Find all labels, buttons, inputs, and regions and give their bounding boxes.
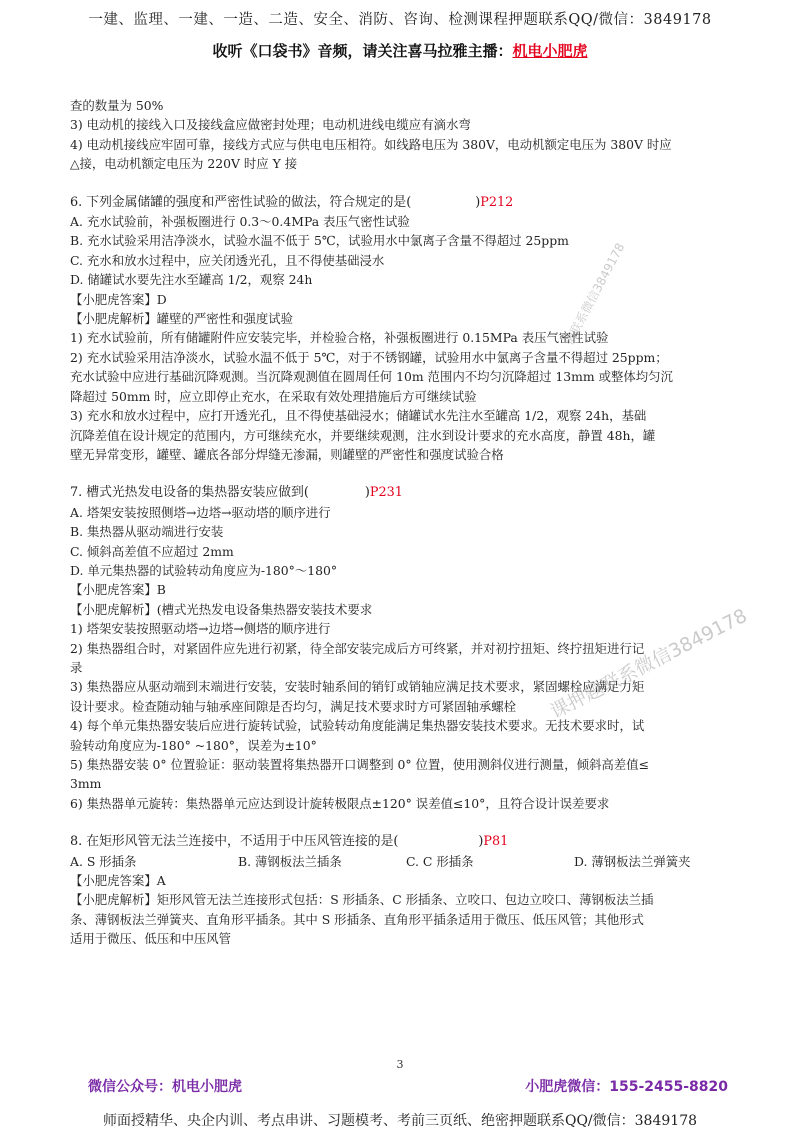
option-a: A. 塔架安装按照侧塔→边塔→驱动塔的顺序进行 — [70, 504, 331, 520]
text-line: △接，电动机额定电压为 220V 时应 Y 接 — [70, 156, 298, 172]
text-line: 查的数量为 50% — [70, 98, 164, 113]
analysis-line: 4) 每个单元集热器安装后应进行旋转试验，试验转动角度能满足集热器安装技术要求。无技术要求时，试 — [70, 718, 645, 734]
option-c: C. C 形插条 — [406, 853, 474, 869]
analysis-line: 3) 集热器应从驱动端到末端进行安装，安装时轴系间的销钉或销轴应满足技术要求，紧固螺栓应满足力矩 — [70, 679, 645, 695]
analysis-line: 5) 集热器安装 0° 位置验证：驱动装置将集热器开口调整到 0° 位置，使用测斜仪进行测量，倾斜高差值≤ — [70, 757, 649, 772]
option-b: B. 集热器从驱动端进行安装 — [70, 524, 224, 540]
analysis-line: 【小肥虎解析】(槽式光热发电设备集热器安装技术要求 — [70, 601, 373, 617]
answer-line: 【小肥虎答案】A — [70, 873, 166, 889]
header-audio-line — [0, 40, 800, 61]
question-stem-text: 7. 槽式光热发电设备的集热器安装应做到( — [70, 485, 309, 501]
analysis-line: 充水试验中应进行基础沉降观测。当沉降观测值在圆周任何 10m 范围内不均匀沉降超过 13mm 或整体均匀沉 — [70, 369, 673, 385]
analysis-line: 3mm — [70, 776, 102, 792]
text-line: 3) 电动机的接线入口及接线盒应做密封处理；电动机进线电缆应有滴水弯 — [70, 117, 471, 133]
page-number: 3 — [396, 1058, 404, 1071]
question-stem-text: 6. 下列金属储罐的强度和严密性试验的做法，符合规定的是( — [70, 194, 412, 210]
option-b: B. 薄钢板法兰插条 — [238, 853, 342, 869]
option-c: C. 充水和放水过程中，应关闭透光孔，且不得使基础浸水 — [70, 252, 385, 268]
question-stem: 8. 在矩形风管无法兰连接中，不适用于中压风管连接的是( )P81 — [70, 834, 509, 850]
analysis-line: 1) 塔架安装按照驱动塔→边塔→侧塔的顺序进行 — [70, 621, 331, 637]
analysis-line: 1) 充水试验前，所有储罐附件应安装完毕，并检验合格，补强板圈进行 0.15MPa 表压气密性试验 — [70, 330, 609, 346]
analysis-line: 2) 充水试验采用洁净淡水，试验水温不低于 5℃，对于不锈钢罐，试验用水中氯离子含量不得超过 25ppm； — [70, 349, 668, 365]
question-stem: 6. 下列金属储罐的强度和严密性试验的做法，符合规定的是( )P212 — [70, 194, 514, 210]
analysis-line: 验转动角度应为-180° ~180°，误差为±10° — [70, 737, 317, 753]
footer-contact-row — [88, 1076, 728, 1096]
analysis-line: 适用于微压、低压和中压风管 — [70, 931, 232, 947]
analysis-line: 录 — [70, 659, 83, 675]
analysis-line: 设计要求。检查随动轴与轴承座间隙是否均匀，满足技术要求时方可紧固轴承螺栓 — [70, 698, 517, 714]
text-line: 4) 电动机接线应牢固可靠，接线方式应与供电电压相符。如线路电压为 380V，电动机额定电压为 380V 时应 — [70, 136, 672, 152]
option-a: A. S 形插条 — [70, 853, 137, 869]
analysis-line: 6) 集热器单元旋转：集热器单元应达到设计旋转极限点±120° 误差值≤10°，且符合设计误差要求 — [70, 795, 610, 811]
footer-course-line: 师面授精华、央企内训、考点串讲、习题模考、考前三页纸、绝密押题联系QQ/微信：3849178 — [102, 1113, 698, 1129]
page-reference: P231 — [369, 485, 403, 501]
option-a: A. 充水试验前，补强板圈进行 0.3～0.4MPa 表压气密性试验 — [70, 214, 410, 230]
option-c: C. 倾斜高差值不应超过 2mm — [70, 543, 234, 559]
header-audio-prefix: 收听《口袋书》音频，请关注喜马拉雅主播： — [212, 42, 513, 60]
header-host-link[interactable]: 机电小肥虎 — [512, 42, 588, 60]
analysis-line: 3) 充水和放水过程中，应打开透光孔，且不得使基础浸水；储罐试水先注水至罐高 1/2，观察 24h，基础 — [70, 408, 647, 424]
analysis-line: 【小肥虎解析】罐壁的严密性和强度试验 — [70, 311, 294, 327]
answer-line: 【小肥虎答案】D — [70, 291, 167, 307]
question-8 — [70, 832, 742, 948]
option-d: D. 储罐试水要先注水至罐高 1/2，观察 24h — [70, 272, 313, 288]
analysis-line: 2) 集热器组合时，对紧固件应先进行初紧，待全部安装完成后方可终紧，并对初拧扭矩、终拧扭矩进行记 — [70, 640, 645, 656]
document-body — [70, 96, 742, 949]
option-b: B. 充水试验采用洁净淡水，试验水温不低于 5℃，试验用水中氯离子含量不得超过 25ppm — [70, 233, 569, 249]
question-7 — [70, 483, 742, 813]
continued-section — [70, 96, 742, 174]
question-stem: 7. 槽式光热发电设备的集热器安装应做到( )P231 — [70, 485, 403, 501]
header-contact-line: 一建、监理、一建、一造、二造、安全、消防、咨询、检测课程押题联系QQ/微信：3849178 — [88, 12, 712, 28]
analysis-line: 条、薄钢板法兰弹簧夹、直角形平插条。其中 S 形插条、直角形平插条适用于微压、低压风管；其他形式 — [70, 911, 644, 927]
options-row — [70, 852, 742, 871]
page-reference: P212 — [480, 194, 514, 210]
analysis-line: 【小肥虎解析】矩形风管无法兰连接形式包括：S 形插条、C 形插条、立咬口、包边立咬口、薄钢板法兰插 — [70, 892, 654, 908]
page-reference: P81 — [483, 834, 509, 850]
question-stem-text: 8. 在矩形风管无法兰连接中，不适用于中压风管连接的是( — [70, 834, 399, 850]
answer-line: 【小肥虎答案】B — [70, 582, 166, 598]
wechat-account: 微信公众号：机电小肥虎 — [88, 1079, 242, 1095]
watermark: 课押题联系微信3849178 — [546, 604, 751, 724]
question-6 — [70, 193, 742, 465]
watermark: 请联系微信3849178 — [561, 240, 628, 348]
wechat-contact: 小肥虎微信：155-2455-8820 — [525, 1079, 728, 1095]
analysis-line: 壁无异常变形，罐壁、罐底各部分焊缝无渗漏，则罐壁的严密性和强度试验合格 — [70, 446, 504, 462]
option-d: D. 单元集热器的试验转动角度应为-180°～180° — [70, 562, 338, 578]
analysis-line: 降超过 50mm 时，应立即停止充水，在采取有效处理措施后方可继续试验 — [70, 388, 477, 404]
option-d: D. 薄钢板法兰弹簧夹 — [574, 853, 691, 869]
analysis-line: 沉降差值在设计规定的范围内，方可继续充水，并要继续观测，注水到设计要求的充水高度，静置 48h，罐 — [70, 427, 656, 443]
